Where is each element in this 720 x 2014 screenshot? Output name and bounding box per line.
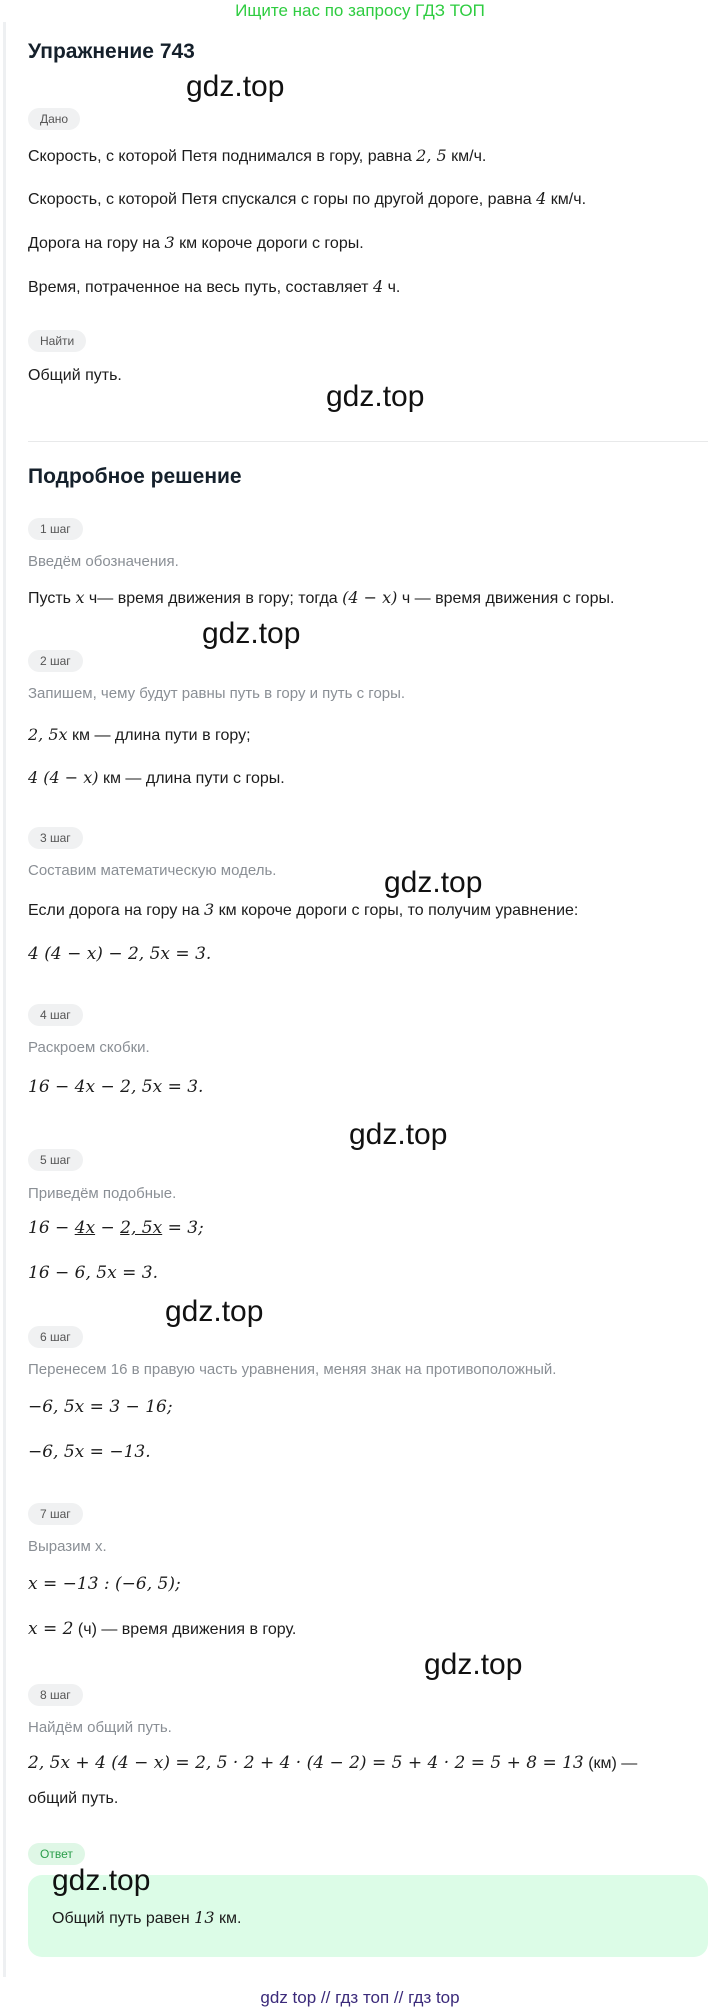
step-hint: Запишем, чему будут равны путь в гору и путь с горы.	[28, 685, 406, 702]
watermark: gdz.top	[186, 70, 285, 103]
step-8-line-2: общий путь.	[28, 1790, 119, 1807]
step-1-line: Пусть x ч— время движения в гору; тогда (4 − x) ч — время движения с горы.	[28, 588, 615, 607]
step-chip: 8 шаг	[28, 1684, 83, 1706]
step-hint: Перенесем 16 в правую часть уравнения, меняя знак на противоположный.	[28, 1361, 557, 1378]
top-banner[interactable]: Ищите нас по запросу ГДЗ ТОП	[235, 1, 485, 20]
step-chip: 7 шаг	[28, 1503, 83, 1525]
footer-links[interactable]: gdz top // гдз топ // гдз top	[260, 1988, 460, 2007]
step-7-line-2: x = 2 (ч) — время движения в гору.	[28, 1619, 297, 1639]
watermark: gdz.top	[52, 1864, 151, 1897]
step-chip: 1 шаг	[28, 518, 83, 540]
step-3-line-1: Если дорога на гору на 3 км короче дороги с горы, то получим уравнение:	[28, 900, 579, 919]
answer-chip: Ответ	[28, 1843, 85, 1865]
step-2-line-2: 4 (4 − x) км — длина пути с горы.	[28, 768, 285, 787]
left-rule	[3, 22, 6, 1977]
step-7-line-1: x = −13 : (−6, 5);	[28, 1574, 181, 1594]
step-hint: Введём обозначения.	[28, 553, 179, 570]
step-6-line-2: −6, 5x = −13.	[28, 1442, 151, 1462]
step-chip: 5 шаг	[28, 1149, 83, 1171]
watermark: gdz.top	[326, 380, 425, 413]
step-chip: 2 шаг	[28, 650, 83, 672]
step-3-equation: 4 (4 − x) − 2, 5x = 3.	[28, 944, 212, 964]
given-line-4: Время, потраченное на весь путь, составляет 4 ч.	[28, 277, 401, 296]
step-hint: Выразим x.	[28, 1538, 107, 1555]
watermark: gdz.top	[165, 1295, 264, 1328]
step-hint: Составим математическую модель.	[28, 862, 277, 879]
step-6-line-1: −6, 5x = 3 − 16;	[28, 1397, 173, 1417]
exercise-title: Упражнение 743	[28, 40, 195, 63]
step-hint: Раскроем скобки.	[28, 1039, 150, 1056]
given-line-2: Скорость, с которой Петя спускался с горы по другой дороге, равна 4 км/ч.	[28, 189, 587, 208]
step-chip: 4 шаг	[28, 1004, 83, 1026]
step-8-line-1: 2, 5x + 4 (4 − x) = 2, 5 · 2 + 4 · (4 − 2) = 5 + 4 · 2 = 5 + 8 = 13 (км) —	[28, 1753, 638, 1773]
watermark: gdz.top	[384, 866, 483, 899]
given-line-1: Скорость, с которой Петя поднимался в гору, равна 2, 5 км/ч.	[28, 146, 487, 165]
answer-text: Общий путь равен 13 км.	[52, 1908, 242, 1927]
step-5-line-2: 16 − 6, 5x = 3.	[28, 1263, 158, 1283]
step-5-line-1: 16 − 4x − 2, 5x = 3;	[28, 1218, 204, 1238]
find-chip: Найти	[28, 330, 86, 352]
given-chip: Дано	[28, 108, 80, 130]
watermark: gdz.top	[202, 617, 301, 650]
watermark: gdz.top	[349, 1118, 448, 1151]
solution-title: Подробное решение	[28, 465, 242, 488]
watermark: gdz.top	[424, 1648, 523, 1681]
step-hint: Найдём общий путь.	[28, 1719, 172, 1736]
step-2-line-1: 2, 5x км — длина пути в гору;	[28, 725, 251, 744]
step-hint: Приведём подобные.	[28, 1185, 177, 1202]
step-chip: 6 шаг	[28, 1326, 83, 1348]
given-line-3: Дорога на гору на 3 км короче дороги с горы.	[28, 233, 364, 252]
step-4-equation: 16 − 4x − 2, 5x = 3.	[28, 1077, 204, 1097]
step-chip: 3 шаг	[28, 827, 83, 849]
section-divider	[28, 441, 708, 442]
find-text: Общий путь.	[28, 367, 122, 384]
